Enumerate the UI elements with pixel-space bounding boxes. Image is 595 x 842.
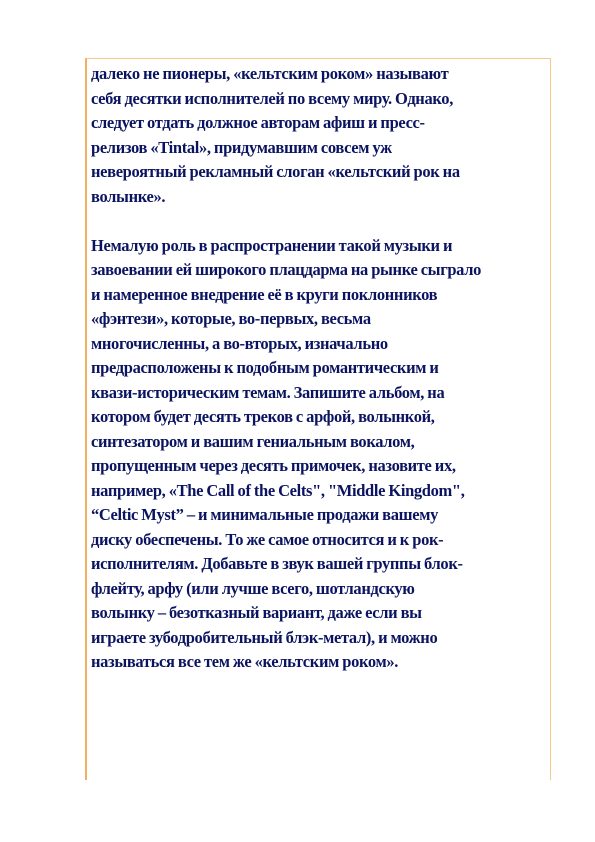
document-body xyxy=(91,62,549,675)
paragraph-2: Немалую роль в распространении такой музыки и завоевании ей широкого плацдарма на рынке сыграло и намеренное внедрение её в круги поклонников «фэнтези», которые, во-первых, весьма многочисленны, а во-вторых, изначально предрасположены к подобным романтическим и квази-историческим темам. Запишите альбом, на котором будет десять треков с арфой, волынкой, синтезатором и вашим гениальным вокалом, пропущенным через десять примочек, назовите их, например, «The Call of the Celts", "Middle Kingdom", “Celtic Myst” – и минимальные продажи вашему диску обеспечены. То же самое относится и к рок- исполнителям. Добавьте в звук вашей группы блок- флейту, арфу (или лучше всего, шотландскую волынку – безотказный вариант, даже если вы играете зубодробительный блэк-метал), и можно называться все тем же «кельтским роком». xyxy=(91,235,482,671)
paragraph-1: далеко не пионеры, «кельтским роком» называют себя десятки исполнителей по всему миру. Однако, следует отдать должное авторам афиш и пресс- релизов «Tintal», придумавшим совсем уж невероятный рекламный слоган «кельтский рок на волынке». xyxy=(91,64,460,206)
